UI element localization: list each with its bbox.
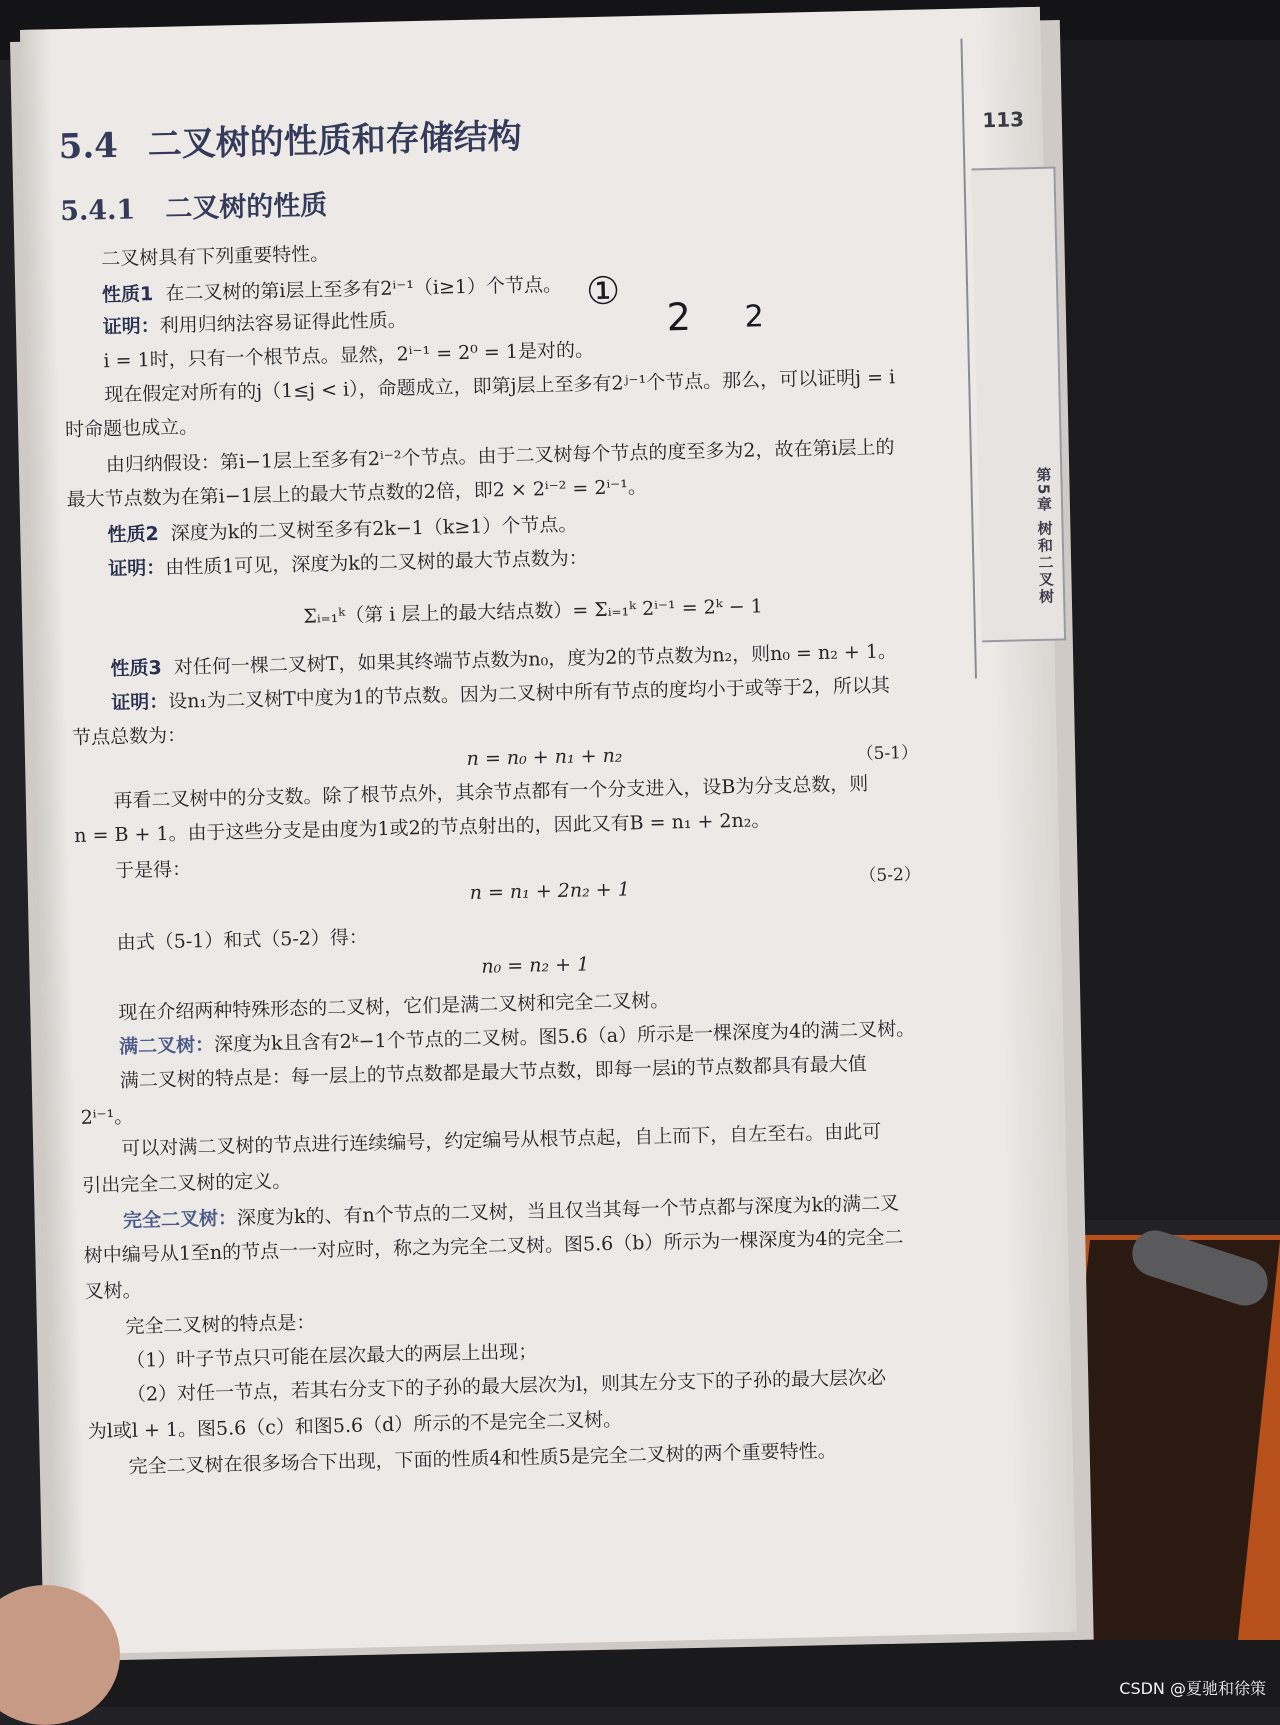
paragraph-intro: 二叉树具有下列重要特性。 <box>100 243 330 271</box>
complete-line-8: 完全二叉树在很多场合下出现，下面的性质4和性质5是完全二叉树的两个重要特性。 <box>128 1439 837 1478</box>
proof-3-label: 证明： <box>111 690 169 715</box>
proof-3-text: 设n₁为二叉树T中度为1的节点数。因为二叉树中所有节点的度均小于或等于2，所以其 <box>168 674 891 713</box>
property-1-text: 在二叉树的第i层上至多有2ⁱ⁻¹（i≥1）个节点。 <box>165 273 563 305</box>
special-intro: 现在介绍两种特殊形态的二叉树，它们是满二叉树和完全二叉树。 <box>118 989 670 1025</box>
proof-3 <box>111 676 890 713</box>
property-1 <box>101 273 563 307</box>
subsection-title: 二叉树的性质 <box>164 190 328 225</box>
complete-line-4: 完全二叉树的特点是： <box>125 1311 316 1338</box>
equation-5-2-number: （5-2） <box>859 864 922 887</box>
property-3 <box>110 642 897 679</box>
proof-3-line-5: 于是得： <box>114 858 192 883</box>
proof-1-text: 利用归纳法容易证得此性质。 <box>159 309 407 337</box>
complete-line-2: 树中编号从1至n的节点一一对应时，称之为完全二叉树。图5.6（b）所示为一棵深度为4的完全二 <box>83 1226 904 1267</box>
proof-1-line-5: 最大节点数为在第i−1层上的最大节点数的2倍，即2 × 2ⁱ⁻² = 2ⁱ⁻¹。 <box>66 475 648 512</box>
full-binary-tree-text: 深度为k且含有2ᵏ−1个节点的二叉树。图5.6（a）所示是一棵深度为4的满二叉树。 <box>213 1017 916 1056</box>
full-line-5: 引出完全二叉树的定义。 <box>81 1170 292 1197</box>
handwritten-note-2a: 2 <box>666 294 692 340</box>
property-2-text: 深度为k的二叉树至多有2k−1（k≥1）个节点。 <box>170 513 578 545</box>
complete-line-3: 叉树。 <box>84 1279 142 1303</box>
proof-2 <box>108 549 588 579</box>
full-binary-tree <box>118 1017 916 1059</box>
property-2-label: 性质2 <box>107 522 159 547</box>
subsection-heading <box>60 183 328 228</box>
complete-line-6: （2）对任一节点，若其右分支下的子孙的最大层次为l，则其左分支下的子孙的最大层次必 <box>126 1366 887 1406</box>
proof-2-text: 由性质1可见，深度为k的二叉树的最大节点数为： <box>165 547 589 579</box>
watermark: CSDN @夏驰和徐策 <box>1119 1679 1266 1698</box>
property-1-label: 性质1 <box>101 283 154 307</box>
proof-3-line-6: 由式（5-1）和式（5-2）得： <box>116 926 369 955</box>
proof-3-line-2: 节点总数为： <box>71 724 187 749</box>
property-2 <box>107 515 577 545</box>
equation-5-1-number: （5-1） <box>856 742 919 765</box>
complete-binary-tree-text: 深度为k的、有n个节点的二叉树，当且仅当其每一个节点都与深度为k的满二叉 <box>236 1192 900 1230</box>
complete-binary-tree-label: 完全二叉树： <box>122 1207 238 1232</box>
section-number: 5.4 <box>58 125 119 168</box>
handwritten-circled-one: ① <box>585 268 621 314</box>
equation-result: n₀ = n₂ + 1 <box>481 953 590 978</box>
proof-1 <box>103 311 407 337</box>
full-line-2: 满二叉树的特点是：每一层上的节点数都是最大节点数，即每一层i的节点数都具有最大值 <box>119 1053 868 1093</box>
equation-5-2: n = n₁ + 2n₂ + 1 <box>469 878 631 905</box>
page-number: 113 <box>982 107 1025 133</box>
chapter-tab-label: 第5章 树和二叉树 <box>1034 466 1056 606</box>
subsection-number: 5.4.1 <box>59 194 136 228</box>
equation-5-1: n = n₀ + n₁ + n₂ <box>466 744 623 771</box>
complete-line-5: （1）叶子节点只可能在层次最大的两层上出现； <box>125 1340 538 1372</box>
full-binary-tree-label: 满二叉树： <box>118 1033 215 1059</box>
full-line-4: 可以对满二叉树的节点进行连续编号，约定编号从根节点起，自上而下，自左至右。由此可 <box>121 1120 882 1160</box>
section-heading <box>58 109 522 168</box>
proof-1-line-1: i = 1时，只有一个根节点。显然，2ⁱ⁻¹ = 2⁰ = 1是对的。 <box>103 339 595 373</box>
complete-binary-tree <box>123 1194 900 1231</box>
proof-3-line-3: 再看二叉树中的分支数。除了根节点外，其余节点都有一个分支进入，设B为分支总数，则 <box>113 772 869 813</box>
proof-1-line-4: 由归纳假设：第i−1层上至多有2ⁱ⁻²个节点。由于二叉树每个节点的度至多为2，故在第i层上的 <box>105 436 895 477</box>
sum-equation: Σᵢ₌₁ᵏ（第 i 层上的最大结点数）= Σᵢ₌₁ᵏ 2ⁱ⁻¹ = 2ᵏ − 1 <box>303 595 763 628</box>
book-page <box>20 7 1077 1655</box>
full-line-3: 2ⁱ⁻¹。 <box>80 1105 134 1129</box>
proof-2-label: 证明： <box>108 556 166 581</box>
proof-1-line-2: 现在假定对所有的j（1≤j < i），命题成立，即第j层上至多有2ʲ⁻¹个节点。那么，可以证明j = i <box>104 366 896 407</box>
handwritten-note-2b: 2 <box>744 299 765 335</box>
property-3-label: 性质3 <box>110 656 162 681</box>
complete-line-7: 为l或l + 1。图5.6（c）和图5.6（d）所示的不是完全二叉树。 <box>87 1408 623 1443</box>
property-3-text: 对任何一棵二叉树T，如果其终端节点数为n₀，度为2的节点数为n₂，则n₀ = n₂ + 1。 <box>173 640 898 679</box>
proof-3-line-4: n = B + 1。由于这些分支是由度为1或2的节点射出的，因此又有B = n₁ + 2n₂。 <box>74 809 771 847</box>
proof-label: 证明： <box>102 314 161 339</box>
margin-rule <box>960 39 977 679</box>
section-title: 二叉树的性质和存储结构 <box>147 116 523 166</box>
proof-1-line-3: 时命题也成立。 <box>64 416 199 442</box>
